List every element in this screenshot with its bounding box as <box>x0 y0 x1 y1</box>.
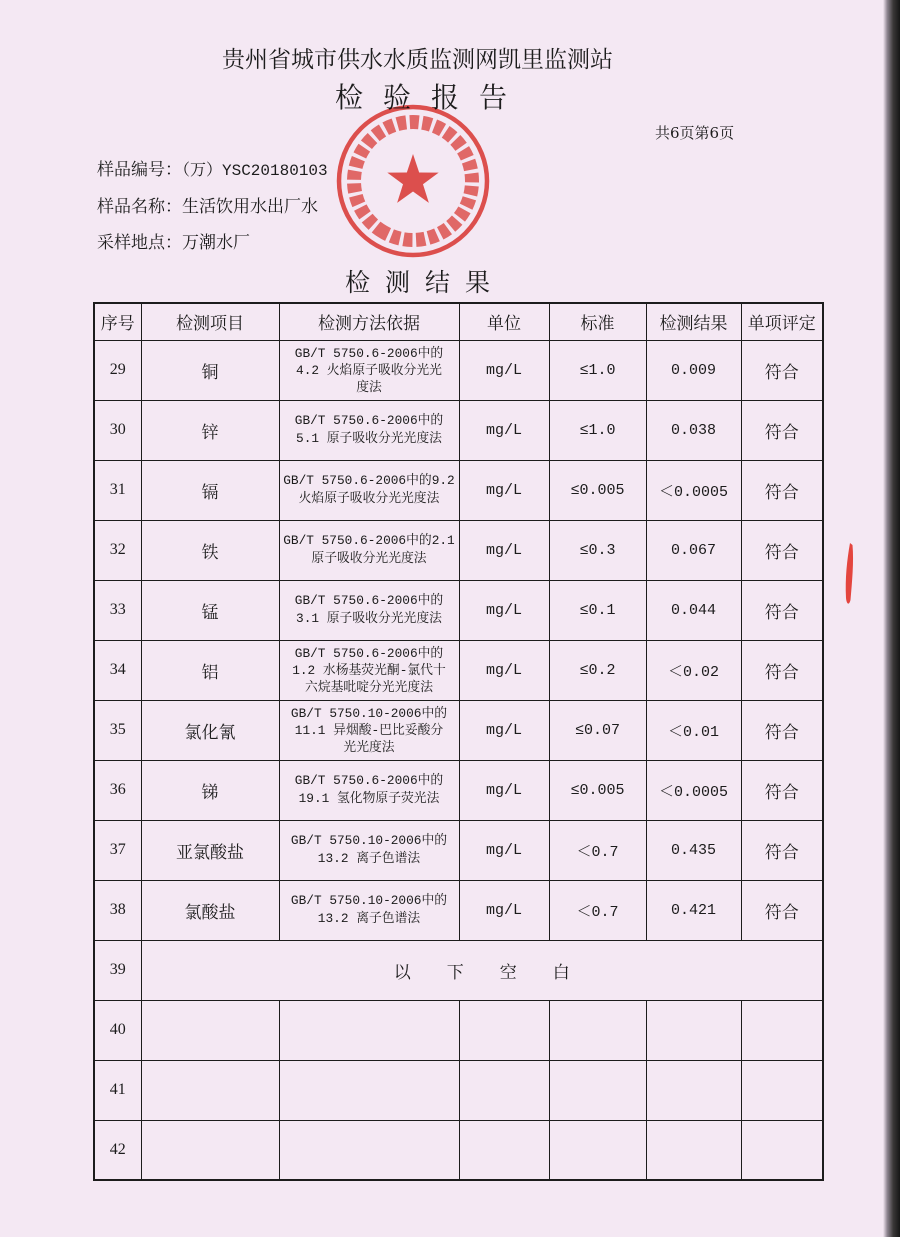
empty-cell <box>459 1060 549 1120</box>
empty-cell <box>549 1120 646 1180</box>
table-row <box>94 580 823 640</box>
standard-limit: ＜0.7 <box>549 880 646 940</box>
test-method <box>279 760 459 820</box>
row-number: 40 <box>94 1000 141 1060</box>
evaluation: 符合 <box>741 640 823 700</box>
blank-marker-cell <box>141 940 823 1000</box>
method-line: 1.2 水杨基荧光酮-氯代十 <box>292 662 446 678</box>
method-line: 13.2 离子色谱法 <box>317 911 421 926</box>
test-result: 0.038 <box>646 400 741 460</box>
sample-number-value: （万）YSC20180103 <box>182 162 328 180</box>
sampling-location-value: 万潮水厂 <box>182 233 250 253</box>
test-result: ＜0.01 <box>646 700 741 760</box>
evaluation: 符合 <box>741 700 823 760</box>
table-row <box>94 820 823 880</box>
header-serial-no: 序号 <box>94 303 141 340</box>
test-result: 0.421 <box>646 880 741 940</box>
row-number: 31 <box>94 460 141 520</box>
unit: mg/L <box>459 460 549 520</box>
test-item: 锌 <box>141 400 279 460</box>
method-line: GB/T 5750.6-2006中的 <box>294 645 444 661</box>
unit: mg/L <box>459 340 549 400</box>
row-number: 30 <box>94 400 141 460</box>
blank-marker-text: 以下空白 <box>393 962 606 983</box>
empty-cell <box>459 1120 549 1180</box>
method-line: GB/T 5750.6-2006中的2.1 <box>283 533 455 548</box>
empty-cell <box>741 1060 823 1120</box>
test-result: ＜0.0005 <box>646 760 741 820</box>
empty-row <box>94 1000 823 1060</box>
test-item: 铝 <box>141 640 279 700</box>
row-number: 37 <box>94 820 141 880</box>
standard-limit: ≤0.07 <box>549 700 646 760</box>
evaluation: 符合 <box>741 880 823 940</box>
row-number: 39 <box>94 940 141 1000</box>
sample-name-field <box>97 197 318 217</box>
test-method <box>279 520 459 580</box>
table-row <box>94 640 823 700</box>
empty-row <box>94 1120 823 1180</box>
method-line: GB/T 5750.10-2006中的 <box>290 893 448 908</box>
test-method <box>279 700 459 760</box>
table-row <box>94 520 823 580</box>
method-line: 4.2 火焰原子吸收分光光 <box>296 362 442 378</box>
method-line: 5.1 原子吸收分光光度法 <box>296 431 442 446</box>
unit: mg/L <box>459 640 549 700</box>
header-method: 检测方法依据 <box>279 303 459 340</box>
table-row <box>94 700 823 760</box>
test-result: 0.009 <box>646 340 741 400</box>
empty-cell <box>279 1060 459 1120</box>
header-standard: 标准 <box>549 303 646 340</box>
table-row <box>94 340 823 400</box>
test-method <box>279 880 459 940</box>
method-line: GB/T 5750.6-2006中的 <box>294 413 444 428</box>
red-ink-mark <box>838 540 860 612</box>
method-line: GB/T 5750.6-2006中的9.2 <box>283 473 455 488</box>
test-method <box>279 340 459 400</box>
evaluation: 符合 <box>741 580 823 640</box>
empty-cell <box>549 1060 646 1120</box>
row-number: 42 <box>94 1120 141 1180</box>
table-header-row <box>94 303 823 340</box>
evaluation: 符合 <box>741 460 823 520</box>
table-row <box>94 400 823 460</box>
empty-cell <box>141 1000 279 1060</box>
unit: mg/L <box>459 580 549 640</box>
standard-limit: ≤0.2 <box>549 640 646 700</box>
test-item: 亚氯酸盐 <box>141 820 279 880</box>
evaluation: 符合 <box>741 520 823 580</box>
standard-limit: ≤0.1 <box>549 580 646 640</box>
test-item: 镉 <box>141 460 279 520</box>
test-item: 锑 <box>141 760 279 820</box>
row-number: 35 <box>94 700 141 760</box>
method-line: 13.2 离子色谱法 <box>317 851 421 866</box>
standard-limit: ≤1.0 <box>549 340 646 400</box>
evaluation: 符合 <box>741 760 823 820</box>
official-seal <box>334 102 492 260</box>
header-unit: 单位 <box>459 303 549 340</box>
unit: mg/L <box>459 820 549 880</box>
test-result: 0.044 <box>646 580 741 640</box>
row-number: 36 <box>94 760 141 820</box>
method-line: GB/T 5750.6-2006中的 <box>294 773 444 788</box>
empty-cell <box>646 1000 741 1060</box>
sample-number-field <box>97 160 328 181</box>
unit: mg/L <box>459 520 549 580</box>
test-result: ＜0.0005 <box>646 460 741 520</box>
method-line: 11.1 异烟酸-巴比妥酸分 <box>294 722 444 738</box>
table-row <box>94 460 823 520</box>
test-item: 氯化氰 <box>141 700 279 760</box>
method-line: 原子吸收分光光度法 <box>311 551 427 566</box>
row-number: 29 <box>94 340 141 400</box>
blank-marker-row <box>94 940 823 1000</box>
sample-name-label: 样品名称： <box>97 197 182 217</box>
empty-cell <box>141 1060 279 1120</box>
test-method <box>279 400 459 460</box>
test-result: 0.435 <box>646 820 741 880</box>
method-line: 光光度法 <box>343 739 395 755</box>
test-result: 0.067 <box>646 520 741 580</box>
test-method <box>279 580 459 640</box>
test-item: 锰 <box>141 580 279 640</box>
row-number: 34 <box>94 640 141 700</box>
test-item: 铜 <box>141 340 279 400</box>
row-number: 33 <box>94 580 141 640</box>
results-title: 检测结果 <box>345 268 506 297</box>
empty-cell <box>459 1000 549 1060</box>
org-title: 贵州省城市供水水质监测网凯里监测站 <box>222 47 613 73</box>
sample-number-label: 样品编号： <box>97 160 182 180</box>
method-line: GB/T 5750.10-2006中的 <box>290 705 448 721</box>
method-line: 3.1 原子吸收分光光度法 <box>296 611 442 626</box>
empty-cell <box>646 1120 741 1180</box>
row-number: 38 <box>94 880 141 940</box>
standard-limit: ≤0.3 <box>549 520 646 580</box>
method-line: GB/T 5750.10-2006中的 <box>290 833 448 848</box>
table-row <box>94 760 823 820</box>
unit: mg/L <box>459 700 549 760</box>
test-item: 铁 <box>141 520 279 580</box>
unit: mg/L <box>459 880 549 940</box>
empty-cell <box>279 1000 459 1060</box>
table-row <box>94 880 823 940</box>
report-title: 检验报告 <box>335 81 528 114</box>
method-line: GB/T 5750.6-2006中的 <box>294 593 444 608</box>
method-line: GB/T 5750.6-2006中的 <box>294 345 444 361</box>
evaluation: 符合 <box>741 400 823 460</box>
row-number: 32 <box>94 520 141 580</box>
sampling-location-label: 采样地点： <box>97 233 182 253</box>
empty-cell <box>279 1120 459 1180</box>
page-count: 共6页第6页 <box>655 124 735 142</box>
evaluation: 符合 <box>741 820 823 880</box>
method-line: 六烷基吡啶分光光度法 <box>305 679 433 695</box>
header-evaluation: 单项评定 <box>741 303 823 340</box>
test-item: 氯酸盐 <box>141 880 279 940</box>
header-result: 检测结果 <box>646 303 741 340</box>
empty-cell <box>549 1000 646 1060</box>
empty-row <box>94 1060 823 1120</box>
method-line: 度法 <box>356 379 382 395</box>
test-method <box>279 640 459 700</box>
results-table-body <box>94 340 823 1180</box>
unit: mg/L <box>459 400 549 460</box>
sampling-location-field <box>97 233 250 253</box>
method-line: 火焰原子吸收分光光度法 <box>298 491 440 506</box>
empty-cell <box>141 1120 279 1180</box>
standard-limit: ＜0.7 <box>549 820 646 880</box>
standard-limit: ≤0.005 <box>549 760 646 820</box>
test-method <box>279 820 459 880</box>
sample-name-value: 生活饮用水出厂水 <box>182 197 318 217</box>
test-result: ＜0.02 <box>646 640 741 700</box>
evaluation: 符合 <box>741 340 823 400</box>
empty-cell <box>741 1120 823 1180</box>
test-method <box>279 460 459 520</box>
scan-edge-shadow <box>883 0 900 1237</box>
header-test-item: 检测项目 <box>141 303 279 340</box>
unit: mg/L <box>459 760 549 820</box>
empty-cell <box>741 1000 823 1060</box>
standard-limit: ≤0.005 <box>549 460 646 520</box>
method-line: 19.1 氢化物原子荧光法 <box>298 791 440 806</box>
standard-limit: ≤1.0 <box>549 400 646 460</box>
row-number: 41 <box>94 1060 141 1120</box>
empty-cell <box>646 1060 741 1120</box>
results-table <box>93 302 824 1181</box>
seal-star-icon <box>387 154 438 203</box>
